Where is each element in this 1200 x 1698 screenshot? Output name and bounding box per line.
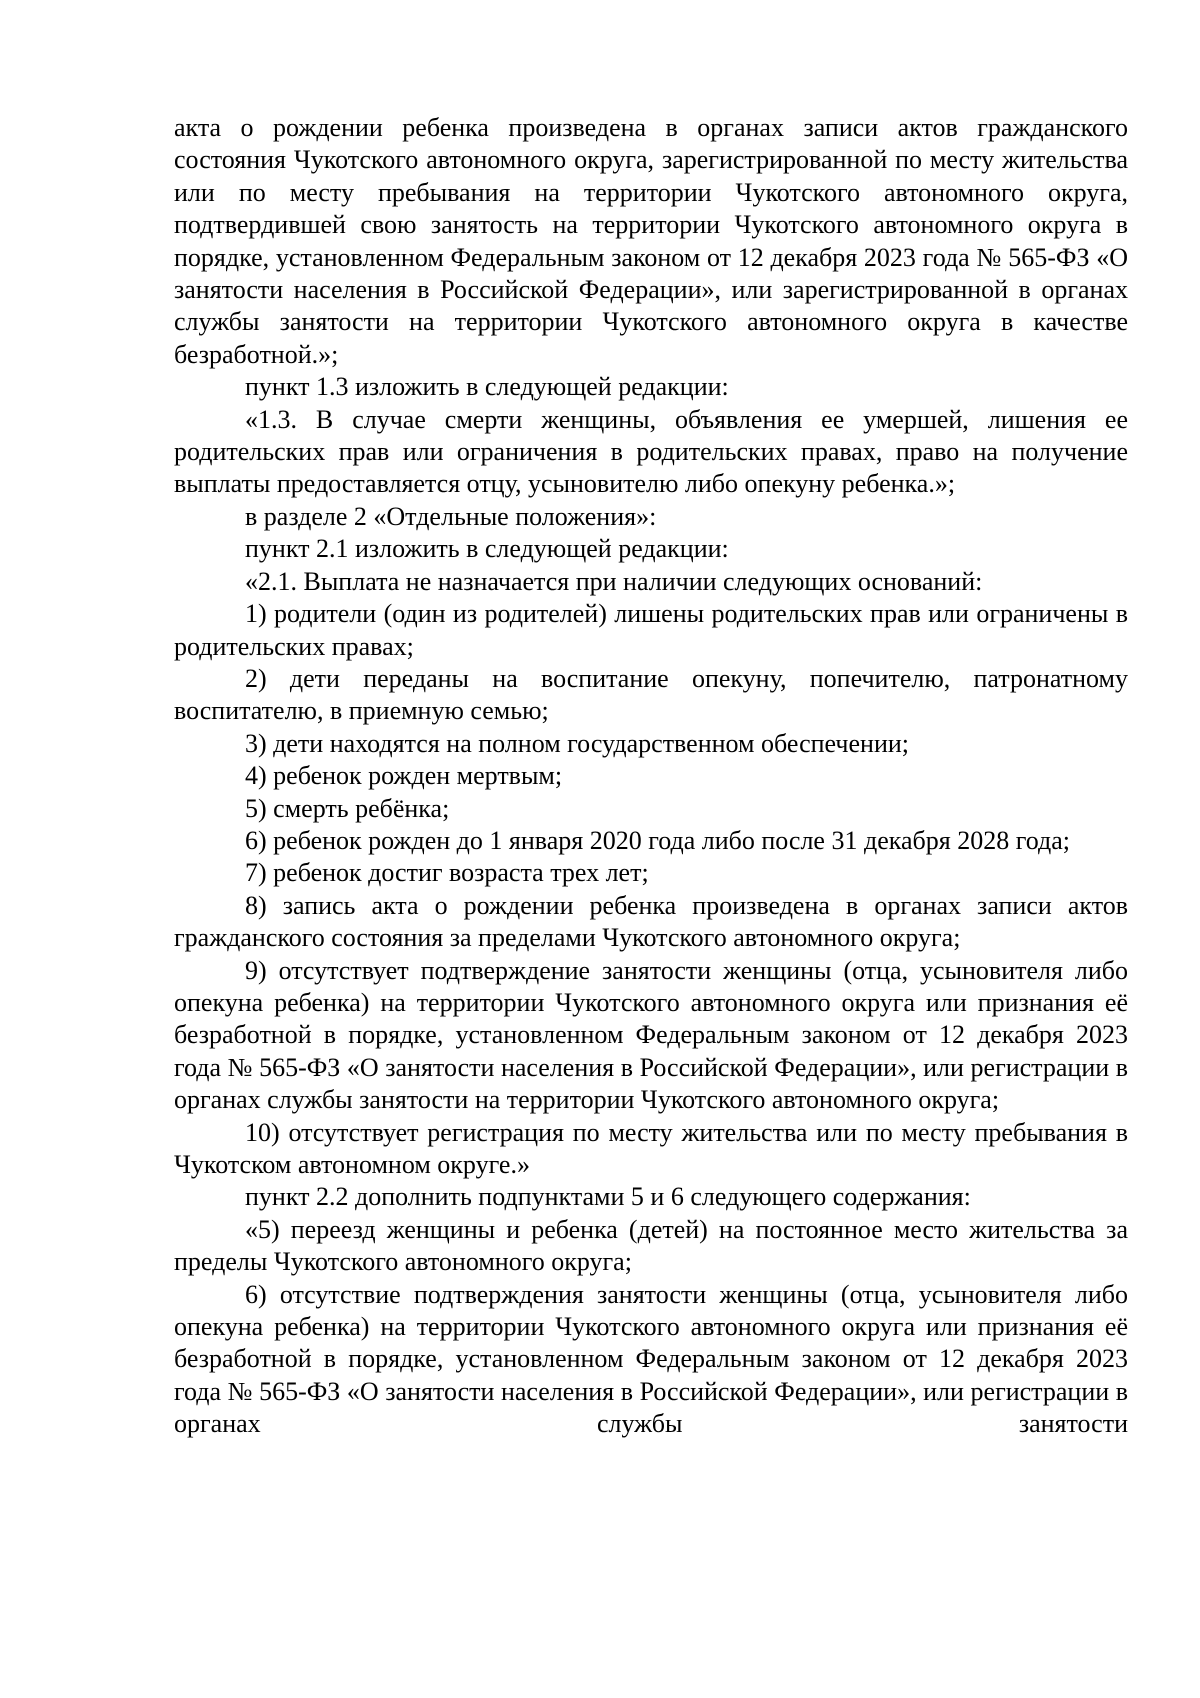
list-item: 10) отсутствует регистрация по месту жительства или по месту пребывания в Чукотском автономном округе.» — [174, 1117, 1128, 1179]
paragraph-item-2-1: «2.1. Выплата не назначается при наличии следующих оснований: — [245, 566, 983, 596]
list-item: 1) родители (один из родителей) лишены родительских прав или ограничены в родительских правах; — [174, 599, 1128, 661]
list-item: 6) ребенок рожден до 1 января 2020 года либо после 31 декабря 2028 года; — [245, 825, 1070, 855]
list-item: 2) дети переданы на воспитание опекуну, попечителю, патронатному воспитателю, в приемную семью; — [174, 663, 1128, 726]
list-item: 4) ребенок рожден мертвым; — [245, 761, 563, 791]
list-item: 8) запись акта о рождении ребенка произведена в органах записи актов гражданского состояния за пределами Чукотского автономного округа; — [174, 890, 1128, 953]
list-item: «5) переезд женщины и ребенка (детей) на постоянное место жительства за пределы Чукотского автономного округа; — [174, 1214, 1128, 1277]
document-page — [174, 112, 1128, 1441]
paragraph-item-2-2-intro: пункт 2.2 дополнить подпунктами 5 и 6 следующего содержания: — [245, 1182, 971, 1212]
paragraph-item-1-3: «1.3. В случае смерти женщины, объявления ее умершей, лишения ее родительских прав или ограничения в родительских правах, право на получение выплаты предоставляется отцу, усыновителю либо опекуну ребенка.»; — [174, 404, 1128, 499]
list-item: 7) ребенок достиг возраста трех лет; — [245, 858, 649, 888]
paragraph-continuation: акта о рождении ребенка произведена в органах записи актов гражданского состояния Чукотского автономного округа, зарегистрированной по месту жительства или по месту пребывания на территории Чукотского автономного округа, подтвердившей свою занятость на территории Чукотского автономного округа в порядке, установленном Федеральным законом от 12 декабря 2023 года № 565-ФЗ «О занятости населения в Российской Федерации», или зарегистрированной в органах службы занятости на территории Чукотского автономного округа в качестве безработной.»; — [174, 113, 1128, 369]
list-item: 5) смерть ребёнка; — [245, 793, 450, 823]
paragraph-section-2-intro: в разделе 2 «Отдельные положения»: — [245, 501, 657, 531]
list-item: 3) дети находятся на полном государственном обеспечении; — [245, 728, 910, 758]
list-item: 9) отсутствует подтверждение занятости женщины (отца, усыновителя либо опекуна ребенка) на территории Чукотского автономного округа или признания её безработной в порядке, установленном Федеральным законом от 12 декабря 2023 года № 565-ФЗ «О занятости населения в Российской Федерации», или регистрации в органах службы занятости на территории Чукотского автономного округа; — [174, 955, 1128, 1115]
list-item: 6) отсутствие подтверждения занятости женщины (отца, усыновителя либо опекуна ребенка) на территории Чукотского автономного округа или признания её безработной в порядке, установленном Федеральным законом от 12 декабря 2023 года № 565-ФЗ «О занятости населения в Российской Федерации», или регистрации в органах службы занятости — [174, 1279, 1128, 1439]
paragraph-item-1-3-intro: пункт 1.3 изложить в следующей редакции: — [245, 372, 729, 402]
paragraph-item-2-1-intro: пункт 2.1 изложить в следующей редакции: — [245, 534, 729, 564]
